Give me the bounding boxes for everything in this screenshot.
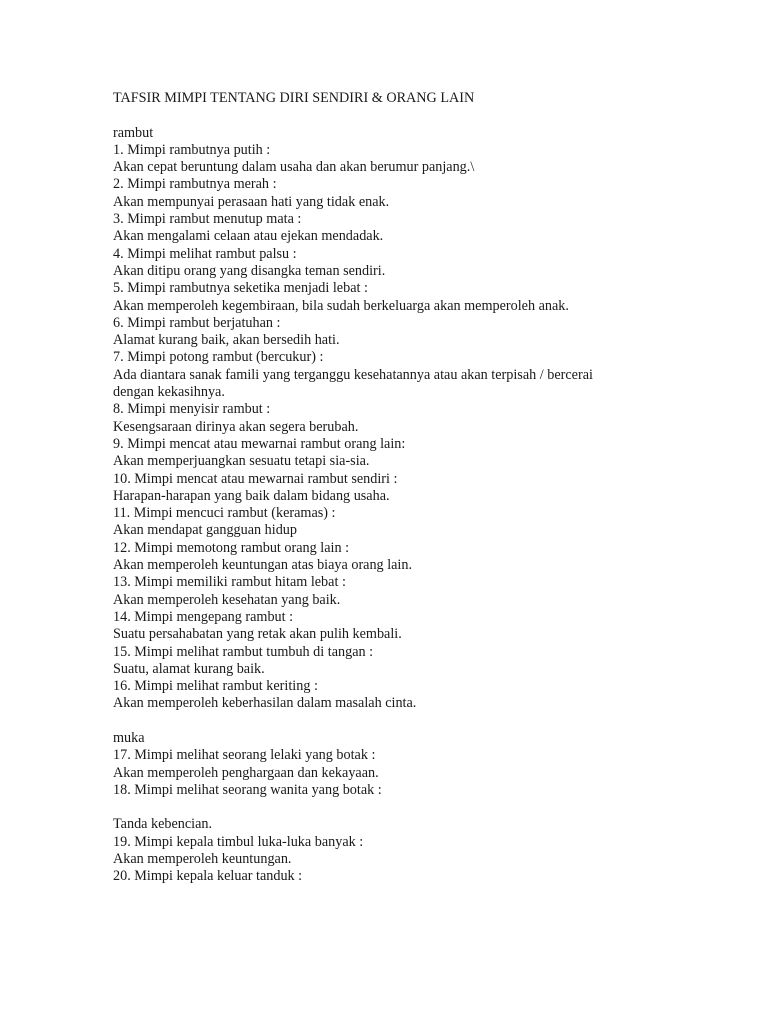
text-line: 12. Mimpi memotong rambut orang lain : [113, 539, 350, 556]
text-line: dengan kekasihnya. [113, 384, 225, 401]
text-line: Akan memperoleh keuntungan atas biaya orang lain. [113, 557, 413, 574]
text-line: Akan memperjuangkan sesuatu tetapi sia-sia. [113, 453, 370, 470]
text-line: 13. Mimpi memiliki rambut hitam lebat : [113, 574, 346, 591]
text-line: Akan memperoleh keuntungan. [113, 851, 292, 868]
section-first-line: muka [113, 729, 145, 746]
text-line: 2. Mimpi rambutnya merah : [113, 176, 277, 193]
document-sections [113, 125, 713, 886]
text-section [113, 125, 713, 713]
text-line: Akan memperoleh keberhasilan dalam masalah cinta. [113, 695, 417, 712]
text-line: 4. Mimpi melihat rambut palsu : [113, 245, 297, 262]
section-first-line: rambut [113, 124, 154, 141]
section-first-line: Tanda kebencian. [113, 816, 213, 833]
text-line: 16. Mimpi melihat rambut keriting : [113, 678, 318, 695]
text-line: Akan memperoleh kegembiraan, bila sudah berkeluarga akan memperoleh anak. [113, 297, 569, 314]
text-line: Suatu persahabatan yang retak akan pulih kembali. [113, 626, 402, 643]
document-title: TAFSIR MIMPI TENTANG DIRI SENDIRI & ORANG LAIN [113, 90, 475, 106]
text-line: Akan memperoleh penghargaan dan kekayaan. [113, 764, 379, 781]
text-line: 17. Mimpi melihat seorang lelaki yang botak : [113, 747, 376, 764]
text-line: Kesengsaraan dirinya akan segera berubah. [113, 418, 359, 435]
text-line: 10. Mimpi mencat atau mewarnai rambut sendiri : [113, 470, 398, 487]
text-line: Harapan-harapan yang baik dalam bidang usaha. [113, 487, 390, 504]
text-line: Suatu, alamat kurang baik. [113, 660, 265, 677]
text-line: Ada diantara sanak famili yang terganggu kesehatannya atau akan terpisah / bercerai [113, 366, 593, 383]
text-line: Akan ditipu orang yang disangka teman sendiri. [113, 262, 386, 279]
text-line: 20. Mimpi kepala keluar tanduk : [113, 868, 303, 885]
text-line: 3. Mimpi rambut menutup mata : [113, 211, 302, 228]
text-line: 5. Mimpi rambutnya seketika menjadi lebat : [113, 280, 368, 297]
text-line: 9. Mimpi mencat atau mewarnai rambut orang lain: [113, 435, 406, 452]
text-line: Akan cepat beruntung dalam usaha dan akan berumur panjang.\ [113, 159, 475, 176]
text-line: Akan mendapat gangguan hidup [113, 522, 297, 539]
text-line: 1. Mimpi rambutnya putih : [113, 141, 271, 158]
text-line: 8. Mimpi menyisir rambut : [113, 401, 271, 418]
text-line: 18. Mimpi melihat seorang wanita yang botak : [113, 781, 382, 798]
text-line: Akan mempunyai perasaan hati yang tidak enak. [113, 193, 390, 210]
text-line: Akan mengalami celaan atau ejekan mendadak. [113, 228, 384, 245]
text-section [113, 730, 713, 799]
text-section [113, 816, 713, 885]
document-body [113, 90, 713, 886]
text-line: Alamat kurang baik, akan bersedih hati. [113, 332, 340, 349]
text-line: 19. Mimpi kepala timbul luka-luka banyak : [113, 833, 364, 850]
text-line: 7. Mimpi potong rambut (bercukur) : [113, 349, 324, 366]
text-line: 11. Mimpi mencuci rambut (keramas) : [113, 505, 336, 522]
text-line: 15. Mimpi melihat rambut tumbuh di tangan : [113, 643, 374, 660]
text-line: 14. Mimpi mengepang rambut : [113, 608, 294, 625]
text-line: 6. Mimpi rambut berjatuhan : [113, 314, 281, 331]
text-line: Akan memperoleh kesehatan yang baik. [113, 591, 341, 608]
